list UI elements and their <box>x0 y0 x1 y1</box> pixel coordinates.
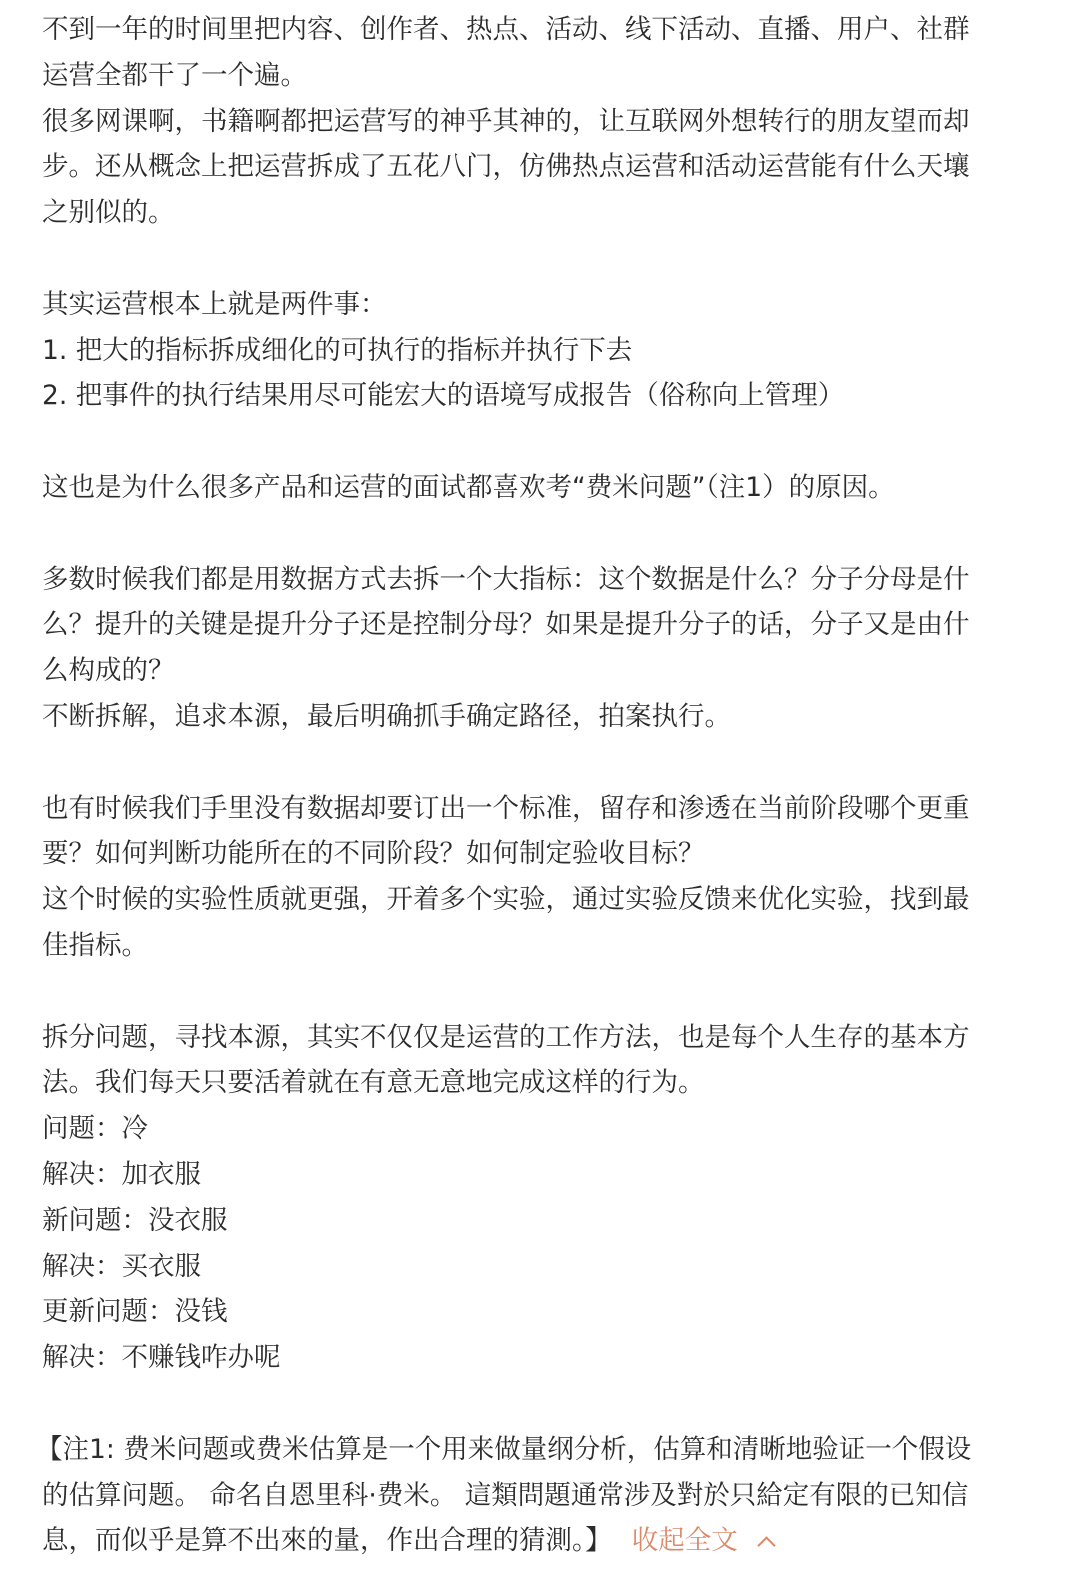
text-line: 也有时候我们手里没有数据却要订出一个标准，留存和渗透在当前阶段哪个更重 <box>42 792 970 824</box>
blank-line <box>42 236 1032 282</box>
footnote-line <box>42 1518 1032 1564</box>
text-line: 新问题：没衣服 <box>42 1204 228 1236</box>
text-line: 解决：加衣服 <box>42 1158 201 1190</box>
text-line: 这个时候的实验性质就更强，开着多个实验，通过实验反馈来优化实验，找到最 <box>42 884 970 916</box>
text-line: 法。我们每天只要活着就在有意无意地完成这样的行为。 <box>42 1067 705 1099</box>
collapse-label: 收起全文 <box>631 1525 738 1557</box>
post-body <box>36 7 1032 1564</box>
text-line: 解决：不赚钱咋办呢 <box>42 1342 281 1374</box>
footnote-line <box>36 1427 1032 1473</box>
blank-line <box>42 969 1032 1015</box>
text-line: 之别似的。 <box>42 197 175 229</box>
text-line: 这也是为什么很多产品和运营的面试都喜欢考“费米问题”（注1）的原因。 <box>42 471 895 503</box>
text-line: 要？如何判断功能所在的不同阶段？如何制定验收目标？ <box>42 838 705 870</box>
text-line: 不断拆解，追求本源，最后明确抓手确定路径，拍案执行。 <box>42 700 731 732</box>
text-line: 很多网课啊，书籍啊都把运营写的神乎其神的，让互联网外想转行的朋友望而却 <box>42 105 970 137</box>
collapse-full-text-link[interactable] <box>632 1525 773 1556</box>
blank-line <box>42 419 1032 465</box>
text-line: 多数时候我们都是用数据方式去拆一个大指标：这个数据是什么？分子分母是什 <box>42 563 970 595</box>
text-line: 拆分问题，寻找本源，其实不仅仅是运营的工作方法，也是每个人生存的基本方 <box>42 1021 970 1053</box>
text-line: 更新问题：没钱 <box>42 1296 228 1328</box>
text-line: 1. 把大的指标拆成细化的可执行的指标并执行下去 <box>42 334 633 366</box>
text-line: 运营全都干了一个遍。 <box>42 59 307 91</box>
chevron-up-icon <box>757 1537 775 1555</box>
text-line: 步。还从概念上把运营拆成了五花八门，仿佛热点运营和活动运营能有什么天壤 <box>42 151 970 183</box>
text-line: 2. 把事件的执行结果用尽可能宏大的语境写成报告（俗称向上管理） <box>42 380 845 412</box>
footnote-text: 息，而似乎是算不出來的量，作出合理的猜測。】 <box>42 1525 612 1557</box>
blank-line <box>42 1381 1032 1427</box>
blank-line <box>42 511 1032 557</box>
text-line: 解决：买衣服 <box>42 1250 201 1282</box>
footnote <box>36 1427 1032 1564</box>
text-line: 么？提升的关键是提升分子还是控制分母？如果是提升分子的话，分子又是由什 <box>42 609 970 641</box>
text-line: 问题：冷 <box>42 1113 148 1145</box>
blank-line <box>42 740 1032 786</box>
post-text <box>42 7 1032 1427</box>
text-line: 不到一年的时间里把内容、创作者、热点、活动、线下活动、直播、用户、社群 <box>42 14 970 45</box>
footnote-text: 的估算问题。 命名自恩里科·费米。 這類問題通常涉及對於只給定有限的已知信 <box>42 1479 969 1511</box>
footnote-line <box>42 1473 1032 1519</box>
text-line: 么构成的？ <box>42 655 175 687</box>
text-line: 佳指标。 <box>42 929 148 961</box>
footnote-text: 【注1: 费米问题或费米估算是一个用来做量纲分析，估算和清晰地验证一个假设 <box>36 1433 972 1465</box>
text-line: 其实运营根本上就是两件事： <box>42 288 387 320</box>
